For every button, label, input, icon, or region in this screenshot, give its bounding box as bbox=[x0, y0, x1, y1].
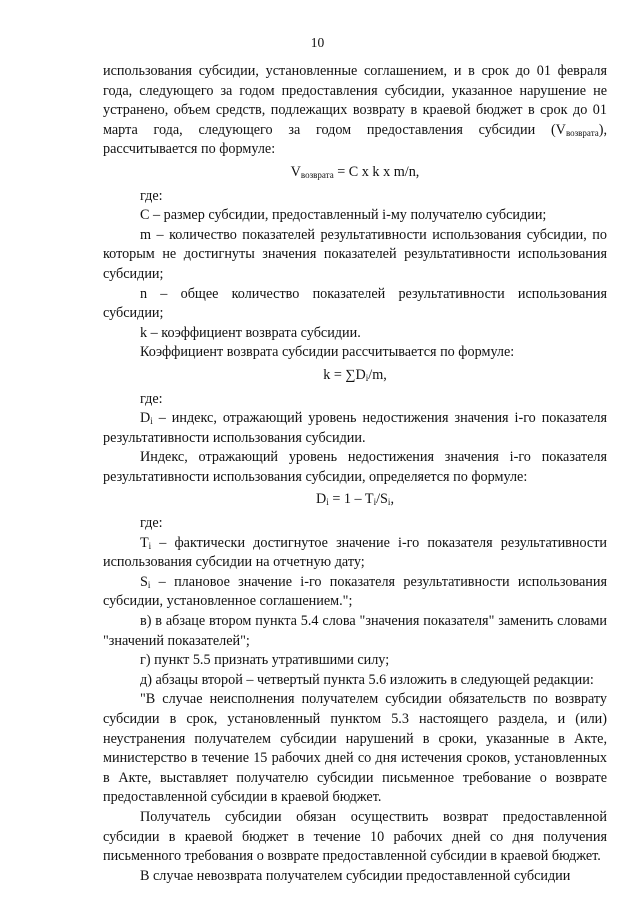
paragraph: г) пункт 5.5 признать утратившими силу; bbox=[140, 652, 390, 669]
formula-index: $D_i = 1 - T_i/S_i$, bbox=[316, 491, 394, 508]
paragraph: $S_i$ – плановое значение i-го показателя результативности использования субсидии, установленное соглашением."; bbox=[103, 573, 607, 610]
paragraph: где: bbox=[140, 515, 163, 532]
paragraph: Получатель субсидии обязан осуществить возврат предоставленной субсидии в краевой бюджет в течение 10 рабочих дней со дня получения письменного требования о возврате предоставленной субсидии в краевой бюджет. bbox=[103, 808, 607, 865]
paragraph: С – размер субсидии, предоставленный i-му получателю субсидии; bbox=[140, 207, 547, 224]
document-body bbox=[103, 62, 607, 886]
paragraph: Коэффициент возврата субсидии рассчитывается по формуле: bbox=[140, 344, 515, 361]
paragraph: m – количество показателей результативности использования субсидии, по которым не достигнуты значения показателей результативности использования субсидии; bbox=[103, 226, 607, 282]
paragraph: использования субсидии, установленные соглашением, и в срок до 01 февраля года, следующего за годом предоставления субсидии, указанное нарушение не устранено, объем средств, подлежащих возврату в краевой бюджет в срок до 01 марта года, следующего за годом предоставления субсидии $(V_{возврата})$, рассчитывается по формуле: bbox=[103, 63, 608, 158]
page-number: 10 bbox=[310, 35, 325, 50]
paragraph: где: bbox=[140, 187, 163, 204]
paragraph: д) абзацы второй – четвертый пункта 5.6 изложить в следующей редакции: bbox=[140, 671, 594, 688]
paragraph: $T_i$ – фактически достигнутое значение i-го показателя результативности использования субсидии на отчетную дату; bbox=[103, 534, 607, 571]
paragraph: где: bbox=[140, 390, 163, 407]
formula-coefficient: $k = \sum D_i/m$, bbox=[323, 366, 387, 383]
paragraph: в) в абзаце втором пункта 5.4 слова "значения показателя" заменить словами "значений показателей"; bbox=[103, 613, 607, 649]
formula-volume-return: $V_{возврата} = C$ x k x m/n, bbox=[290, 163, 420, 180]
paragraph: Индекс, отражающий уровень недостижения значения i-го показателя результативности использования субсидии, определяется по формуле: bbox=[103, 449, 607, 485]
paragraph: "В случае неисполнения получателем субсидии обязательств по возврату субсидии в срок, установленный пунктом 5.3 настоящего раздела, и (или) неустранения получателем субсидии нарушений в сроки, указанные в Акте, министерство в течение 15 рабочих дней со дня истечения сроков, установленных в Акте, выставляет получателю субсидии письменное требование о возврате предоставленной субсидии в краевой бюджет. bbox=[103, 691, 607, 806]
paragraph: k – коэффициент возврата субсидии. bbox=[140, 324, 361, 341]
paragraph: $D_i$ – индекс, отражающий уровень недостижения значения i-го показателя результативности использования субсидии. bbox=[103, 410, 608, 446]
paragraph: n – общее количество показателей результативности использования субсидии; bbox=[103, 285, 607, 322]
paragraph: В случае невозврата получателем субсидии предоставленной субсидии bbox=[140, 867, 571, 884]
